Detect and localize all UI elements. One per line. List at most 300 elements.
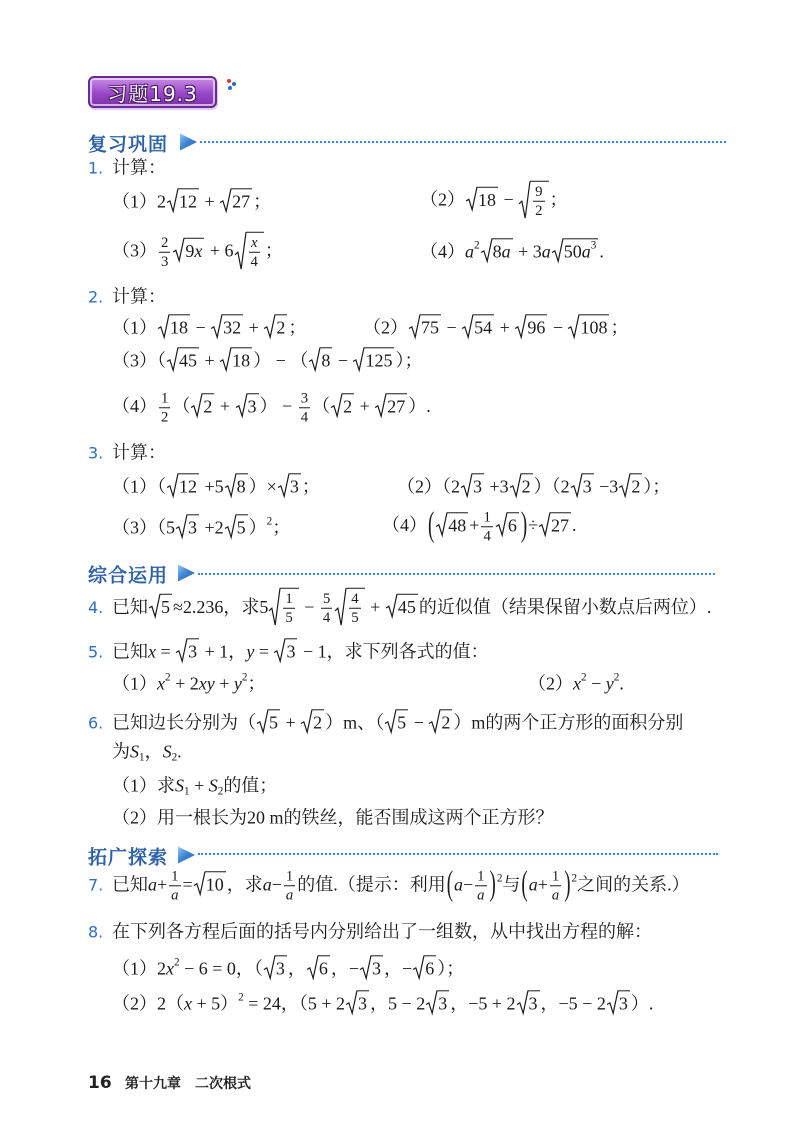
radical-sign xyxy=(158,314,169,338)
math-text: 2 xyxy=(631,476,641,497)
radical-sign-stroke xyxy=(607,991,618,1014)
radical-sign xyxy=(375,393,386,417)
radical-sign xyxy=(386,594,397,618)
radicand xyxy=(236,514,248,538)
radical xyxy=(353,347,394,371)
radical-sign-stroke xyxy=(571,474,582,497)
denominator xyxy=(159,253,170,270)
radicand xyxy=(247,393,259,417)
math-text: ； xyxy=(272,517,291,538)
math-variable: a xyxy=(501,241,511,262)
math-text: 48 xyxy=(448,515,467,536)
math-text: 5 xyxy=(161,596,170,617)
math-text: （3）（5 xyxy=(112,517,175,538)
radical-sign xyxy=(331,393,342,417)
superscript: 2 xyxy=(581,671,587,684)
math-text: （1）求 xyxy=(112,775,175,796)
math-variable: x xyxy=(148,641,156,662)
numerator xyxy=(321,591,332,609)
radical xyxy=(461,473,484,497)
radical xyxy=(264,314,287,338)
problem-2 xyxy=(88,285,166,308)
math-text: . xyxy=(177,741,182,762)
math-text: 32 xyxy=(223,317,242,338)
radical-sign xyxy=(409,314,420,338)
radicand xyxy=(371,955,383,979)
math-text: ； xyxy=(610,317,629,338)
problem-number: 6. xyxy=(88,713,104,733)
chapter-label: 第十九章 xyxy=(125,1076,181,1092)
numerator xyxy=(550,868,561,886)
math-variable: x xyxy=(184,993,192,1014)
radicand xyxy=(492,238,513,262)
superscript: 3 xyxy=(590,239,597,252)
blue-dot xyxy=(228,86,232,90)
math-text: 3 xyxy=(275,958,285,979)
math-text: 12 xyxy=(179,476,197,497)
numerator xyxy=(283,591,294,609)
math-text: ； xyxy=(288,317,307,338)
radical xyxy=(386,594,418,618)
math-text: + xyxy=(469,515,480,536)
math-text: （1） xyxy=(112,673,157,694)
radical xyxy=(167,188,199,212)
radical-sign xyxy=(568,314,579,338)
radical-sign-stroke xyxy=(346,991,357,1014)
math-text: ； xyxy=(264,240,283,261)
radical xyxy=(539,512,571,536)
radical-sign-stroke xyxy=(436,512,447,535)
subscript: 2 xyxy=(171,751,178,764)
math-text: 96 xyxy=(527,317,546,338)
problem-1-item-1 xyxy=(112,188,271,213)
denominator xyxy=(284,887,295,904)
math-text: 4 xyxy=(483,528,491,545)
math-text: − xyxy=(271,874,282,895)
radicand xyxy=(275,314,287,338)
math-variable: S xyxy=(130,741,139,762)
denominator xyxy=(481,528,492,545)
radical xyxy=(278,473,301,497)
superscript: 2 xyxy=(474,239,480,252)
problem-4-text xyxy=(112,590,712,626)
math-variable: xy xyxy=(198,673,215,694)
math-text: 50 xyxy=(563,241,582,262)
radical-sign xyxy=(176,638,187,662)
radical xyxy=(173,238,204,262)
math-text: + 3 xyxy=(513,241,542,262)
math-text: 6 xyxy=(425,958,435,979)
radicand xyxy=(268,709,280,733)
radicand xyxy=(424,955,436,979)
radicand xyxy=(437,990,449,1014)
math-text: （1） xyxy=(112,317,157,338)
radical xyxy=(519,181,548,219)
problem-2-item-3 xyxy=(112,347,422,372)
math-text: ，− xyxy=(330,958,360,979)
math-text: 已知 xyxy=(112,641,148,662)
radicand xyxy=(320,347,332,371)
math-text: 3 xyxy=(300,390,309,407)
math-text: （2）2（ xyxy=(112,993,184,1014)
radical-sign-stroke xyxy=(149,594,160,617)
radical xyxy=(236,393,259,417)
radical-sign xyxy=(225,473,236,497)
denominator xyxy=(283,609,294,626)
denominator xyxy=(159,409,170,426)
radical-sign-stroke xyxy=(517,991,528,1014)
math-variable: a xyxy=(454,874,464,895)
math-text: 8 xyxy=(492,241,502,262)
radical-sign xyxy=(360,955,371,979)
radical-sign xyxy=(235,232,246,270)
radical-sign-stroke xyxy=(426,991,437,1014)
radicand xyxy=(312,709,324,733)
math-text: + xyxy=(189,775,209,796)
radical xyxy=(191,393,214,417)
math-variable: a xyxy=(262,874,272,895)
math-text: − 6 = 0，（ xyxy=(179,958,263,979)
math-text: 与 xyxy=(502,874,521,895)
math-variable: a xyxy=(465,241,474,262)
radical-sign-stroke xyxy=(176,639,187,662)
math-text: + xyxy=(355,396,375,417)
radical xyxy=(149,594,172,618)
math-text: − xyxy=(333,350,353,371)
radical xyxy=(360,955,383,979)
radical xyxy=(515,314,547,338)
radical-sign xyxy=(309,347,320,371)
radical-sign-stroke xyxy=(568,315,579,338)
math-variable: x xyxy=(250,234,258,251)
math-text: 计算： xyxy=(112,286,166,307)
radical-sign xyxy=(220,188,231,212)
radical xyxy=(220,347,252,371)
math-text: 5 xyxy=(322,590,331,607)
math-text: − xyxy=(299,596,319,617)
fraction xyxy=(159,235,170,270)
radical-sign xyxy=(167,473,178,497)
radicand xyxy=(521,473,533,497)
radical-sign xyxy=(236,393,247,417)
problem-8-text xyxy=(112,921,652,941)
math-text: − xyxy=(442,317,462,338)
math-variable: x xyxy=(573,673,581,694)
radicand xyxy=(231,188,252,212)
math-text: 3 xyxy=(372,958,382,979)
math-text: 4 xyxy=(351,590,359,607)
superscript: 2 xyxy=(241,671,248,684)
exercise-badge-label: 习题19.3 xyxy=(107,81,198,106)
math-text: 的近似值（结果保留小数点后两位）. xyxy=(418,596,712,617)
radical-sign-stroke xyxy=(220,189,231,212)
math-text: 3 xyxy=(289,476,299,497)
radicand xyxy=(160,594,172,618)
math-text: ）m、（ xyxy=(325,712,385,733)
radical xyxy=(307,955,330,979)
math-text: + xyxy=(365,596,385,617)
math-text: （2）（2 xyxy=(397,476,460,497)
dotted-divider xyxy=(198,853,718,855)
math-text: 1 xyxy=(285,868,294,885)
math-text: 2 xyxy=(441,712,451,733)
problem-2-item-4 xyxy=(112,390,431,425)
radical-sign xyxy=(167,347,178,371)
problem-8 xyxy=(88,920,652,943)
math-text: 4 xyxy=(322,610,331,626)
math-text: 3 xyxy=(247,396,257,417)
math-text: ）m的两个正方形的面积分别 xyxy=(453,712,684,733)
math-text: + xyxy=(281,712,301,733)
radical-sign-stroke xyxy=(385,710,396,733)
math-text: 54 xyxy=(474,317,493,338)
math-text: ； xyxy=(301,476,320,497)
radical-sign-stroke xyxy=(386,594,397,617)
math-text: 4 xyxy=(300,409,309,426)
radicand xyxy=(550,512,571,536)
math-text: − xyxy=(409,712,429,733)
radical-sign xyxy=(515,314,526,338)
radical-sign xyxy=(510,473,521,497)
math-text: + xyxy=(537,874,548,895)
math-text: 2 xyxy=(161,234,169,251)
math-text: 27 xyxy=(551,515,570,536)
radicand xyxy=(357,990,369,1014)
fraction xyxy=(475,868,486,903)
math-text: − xyxy=(191,317,211,338)
radicand xyxy=(579,314,609,338)
math-text: 5 xyxy=(285,610,293,626)
math-text: ）； xyxy=(395,350,423,371)
radical xyxy=(225,514,248,538)
math-text: 5 xyxy=(236,517,246,538)
radical xyxy=(409,314,441,338)
radicand xyxy=(178,188,199,212)
radical-sign xyxy=(173,238,184,262)
problem-6-item-1 xyxy=(112,774,277,797)
radical xyxy=(426,990,449,1014)
radical xyxy=(335,588,364,626)
problem-7 xyxy=(88,864,690,904)
math-text: 的值.（提示：利用 xyxy=(297,874,446,895)
radical-sign xyxy=(264,314,275,338)
math-text: 3 xyxy=(473,476,482,497)
radical-sign xyxy=(278,473,289,497)
numerator xyxy=(349,591,360,609)
radical xyxy=(607,990,630,1014)
radical-sign-stroke xyxy=(274,639,285,662)
math-text: ）× xyxy=(248,476,277,497)
radical-sign xyxy=(274,638,285,662)
radical xyxy=(375,393,407,417)
math-variable: a xyxy=(581,241,591,262)
radical-sign xyxy=(301,709,312,733)
radical-sign xyxy=(426,990,437,1014)
math-text: 2 xyxy=(521,476,531,497)
chapter-title: 二次根式 xyxy=(195,1076,251,1092)
math-text: 6 xyxy=(318,958,328,979)
radical-sign-stroke xyxy=(360,956,371,979)
math-text: 27 xyxy=(232,191,251,212)
radical xyxy=(436,512,468,536)
radical-sign-stroke xyxy=(510,474,521,497)
fraction xyxy=(299,390,310,425)
page-number: 16 xyxy=(88,1073,112,1093)
fraction xyxy=(550,868,561,903)
math-text: + xyxy=(215,396,235,417)
math-text: −3 xyxy=(594,476,619,497)
dotted-divider xyxy=(200,141,726,143)
section-title-review: 复习巩固 xyxy=(88,133,169,156)
problem-5-item-1 xyxy=(112,672,265,695)
math-text: − 1，求下列各式的值： xyxy=(298,641,489,662)
radical-sign-stroke xyxy=(466,187,477,210)
math-text: + 1， xyxy=(200,641,247,662)
radical xyxy=(462,314,494,338)
math-text: 3 xyxy=(358,993,368,1014)
math-text: 已知边长分别为（ xyxy=(112,712,256,733)
math-text: 5 xyxy=(351,610,359,626)
math-text: ，求 xyxy=(226,874,263,895)
radical-sign xyxy=(149,594,160,618)
math-text: 计算： xyxy=(112,157,166,178)
radicand xyxy=(187,514,199,538)
fraction xyxy=(533,184,544,219)
dotted-divider xyxy=(198,573,715,575)
math-text: （1）2 xyxy=(112,958,166,979)
big-parenthesis: ( xyxy=(521,864,528,904)
math-text: . xyxy=(619,673,624,694)
radical-sign-stroke xyxy=(519,181,530,218)
radical xyxy=(568,314,609,338)
math-text: 为 xyxy=(112,741,130,762)
radical-sign xyxy=(264,955,275,979)
numerator xyxy=(169,868,180,886)
math-text: = 24，（5 + 2 xyxy=(243,993,346,1014)
problem-2-item-1 xyxy=(112,314,306,339)
radical-sign xyxy=(571,473,582,497)
radical-sign-stroke xyxy=(301,710,312,733)
math-text: + 6 xyxy=(205,240,234,261)
denominator xyxy=(533,202,544,219)
radicand xyxy=(528,990,540,1014)
math-variable: a xyxy=(285,887,294,904)
radicand xyxy=(285,638,297,662)
math-text: ）； xyxy=(437,958,465,979)
radical xyxy=(413,955,436,979)
fraction xyxy=(159,390,170,425)
radical-sign xyxy=(307,955,318,979)
denominator xyxy=(321,609,332,626)
fraction xyxy=(349,591,360,626)
radicand xyxy=(178,347,199,371)
problem-4 xyxy=(88,588,711,626)
radical-sign xyxy=(191,393,202,417)
radical-sign-stroke xyxy=(539,512,550,535)
math-text: 1 xyxy=(285,590,293,607)
math-text: 8 xyxy=(321,350,331,371)
radicand xyxy=(386,393,407,417)
problem-1-item-3 xyxy=(112,232,283,270)
problem-2-item-2 xyxy=(363,314,628,339)
problem-number: 7. xyxy=(88,875,104,895)
radicand xyxy=(472,473,484,497)
problem-number: 5. xyxy=(88,642,104,662)
math-text: 1 xyxy=(477,868,485,885)
numerator xyxy=(533,184,544,202)
radical-sign-stroke xyxy=(211,315,222,338)
radical-sign-stroke xyxy=(353,348,364,371)
math-text: + xyxy=(244,317,264,338)
math-variable: a xyxy=(551,887,560,904)
math-text: ，−5 − 2 xyxy=(540,993,606,1014)
radical xyxy=(235,232,264,270)
math-text: 3 xyxy=(188,517,197,538)
math-text: ≈2.236，求5 xyxy=(173,596,269,617)
math-text: 已知 xyxy=(112,596,148,617)
red-dot xyxy=(227,79,231,83)
problem-3 xyxy=(88,441,166,464)
math-text: + xyxy=(200,191,220,212)
radicand xyxy=(318,955,330,979)
radicand xyxy=(202,393,214,417)
problem-8-item-1 xyxy=(112,955,464,980)
radical-sign xyxy=(346,990,357,1014)
radical-sign-stroke xyxy=(220,348,231,371)
radical-sign xyxy=(619,473,630,497)
radicand xyxy=(507,512,519,536)
math-text: （ xyxy=(312,396,331,417)
section-title-extension: 拓广探索 xyxy=(88,846,169,869)
radicand xyxy=(289,473,301,497)
big-parenthesis: ) xyxy=(489,864,496,904)
denominator xyxy=(550,887,561,904)
radical-sign-stroke xyxy=(167,189,178,212)
problem-3-item-4 xyxy=(382,505,577,545)
radical-sign xyxy=(167,188,178,212)
math-text: 3 xyxy=(528,993,538,1014)
math-text: （ xyxy=(172,396,191,417)
math-text: 2 xyxy=(343,396,353,417)
math-text: 5 xyxy=(397,712,407,733)
math-text: ） − xyxy=(259,396,297,417)
radical-sign xyxy=(539,512,550,536)
math-text: 1 xyxy=(551,868,560,885)
radical-sign-stroke xyxy=(462,315,473,338)
radical-sign xyxy=(436,512,447,536)
big-parenthesis: ( xyxy=(446,864,454,904)
math-text: 2 xyxy=(276,317,286,338)
problem-2-intro xyxy=(112,286,166,306)
math-text: 12 xyxy=(179,191,197,212)
radical xyxy=(517,990,540,1014)
radical-sign-stroke xyxy=(176,515,187,538)
math-text: （3）（ xyxy=(112,350,166,371)
radical xyxy=(481,238,513,262)
numerator xyxy=(159,390,170,408)
superscript: 2 xyxy=(238,991,244,1004)
problem-3-item-3 xyxy=(112,514,290,539)
math-text: ； xyxy=(549,189,568,210)
denominator xyxy=(299,409,310,426)
math-text: + xyxy=(214,673,234,694)
math-text: （1）（ xyxy=(112,476,166,497)
radical xyxy=(331,393,354,417)
math-text: . xyxy=(572,515,577,536)
math-text: 125 xyxy=(365,350,393,371)
radical-sign-stroke xyxy=(461,474,472,497)
radical-sign xyxy=(225,514,236,538)
